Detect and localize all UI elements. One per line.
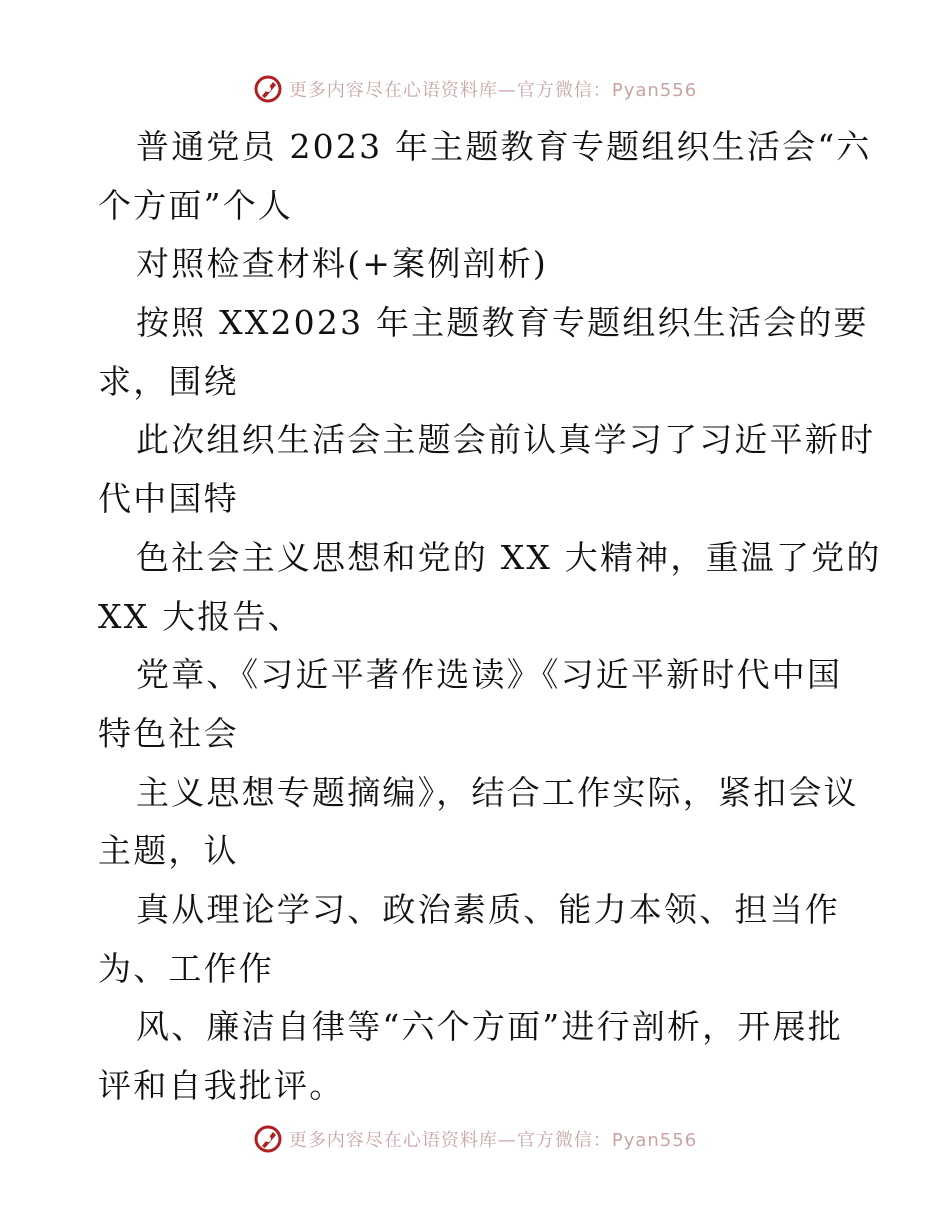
watermark-text: 更多内容尽在心语资料库—官方微信：Pyan556 xyxy=(288,80,698,101)
pen-circle-logo-icon xyxy=(253,74,283,104)
text-line-3: 对照检查材料(+案例剖析) xyxy=(136,244,548,284)
text-line-17: 评和自我批评。 xyxy=(98,1066,345,1105)
pen-circle-logo-icon xyxy=(253,1124,283,1154)
text-line-11: 特色社会 xyxy=(98,713,239,753)
text-line-9: XX 大报告、 xyxy=(98,596,303,636)
text-line-16: 风、廉洁自律等“六个方面”进行剖析，开展批 xyxy=(136,1007,843,1047)
document-body xyxy=(98,118,882,1116)
text-line-7: 代中国特 xyxy=(98,479,239,519)
watermark-text: 更多内容尽在心语资料库—官方微信：Pyan556 xyxy=(288,1130,698,1151)
text-line-13: 主题，认 xyxy=(98,831,239,871)
text-line-10: 党章、《习近平著作选读》《习近平新时代中国 xyxy=(136,655,843,695)
text-line-6: 此次组织生活会主题会前认真学习了习近平新时 xyxy=(136,420,876,460)
text-line-2: 个方面”个人 xyxy=(98,185,294,225)
text-line-8: 色社会主义思想和党的 XX 大精神，重温了党的 xyxy=(136,537,882,577)
text-line-1: 普通党员 2023 年主题教育专题组织生活会“六 xyxy=(136,127,872,166)
text-line-12: 主义思想专题摘编》，结合工作实际，紧扣会议 xyxy=(136,772,859,812)
footer-watermark xyxy=(0,1124,950,1154)
text-line-5: 求，围绕 xyxy=(98,361,239,401)
header-watermark xyxy=(0,74,950,104)
text-line-15: 为、工作作 xyxy=(98,948,274,988)
text-line-14: 真从理论学习、政治素质、能力本领、担当作 xyxy=(136,889,840,929)
text-line-4: 按照 XX2023 年主题教育专题组织生活会的要 xyxy=(136,303,869,343)
